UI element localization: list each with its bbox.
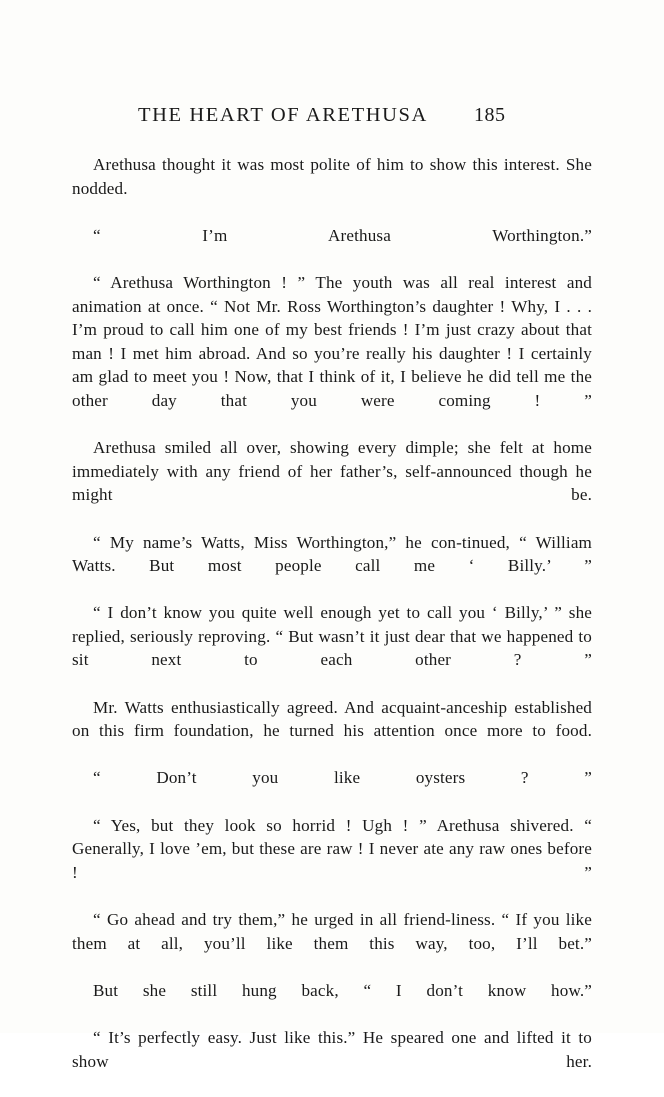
paragraph: “ It’s perfectly easy. Just like this.” He speared one and lifted it to show her.	[72, 1027, 592, 1071]
paragraph: “ I’m Arethusa Worthington.”	[93, 225, 592, 245]
paragraph: “ My name’s Watts, Miss Worthington,” he con-tinued, “ William Watts. But most people call me ‘ Billy.’ ”	[72, 532, 592, 576]
paragraph: Mr. Watts enthusiastically agreed. And acquaint-anceship established on this firm foundation, he turned his attention once more to food.	[72, 697, 592, 741]
paragraph: “ I don’t know you quite well enough yet to call you ‘ Billy,’ ” she replied, seriously reproving. “ But wasn’t it just dear that we happened to sit next to each other ? ”	[72, 603, 592, 670]
paragraph: “ Arethusa Worthington ! ” The youth was all real interest and animation at once. “ Not Mr. Ross Worthington’s daughter ! Why, I . . . I’m proud to call him one of my best friends ! I’m just crazy about that man ! I met him abroad. And so you’re really his daughter ! I certainly am glad to meet you ! Now, that I think of it, I believe he did tell me the other day that you were coming ! ”	[72, 272, 592, 410]
page-number: 185	[473, 104, 506, 126]
body-text	[72, 153, 592, 1097]
paragraph: “ Don’t you like oysters ? ”	[93, 768, 592, 788]
page-content	[72, 104, 592, 1097]
paragraph: But she still hung back, “ I don’t know how.”	[93, 980, 592, 1000]
paragraph: “ Yes, but they look so horrid ! Ugh ! ” Arethusa shivered. “ Generally, I love ’em, but these are raw ! I never ate any raw ones before ! ”	[72, 815, 592, 882]
paragraph: Arethusa thought it was most polite of him to show this interest. She nodded.	[72, 155, 592, 198]
running-title: THE HEART OF ARETHUSA	[138, 104, 428, 126]
page-header	[72, 104, 592, 127]
paragraph: Arethusa smiled all over, showing every dimple; she felt at home immediately with any friend of her father’s, self-announced though he might be.	[72, 438, 592, 505]
paragraph: “ Go ahead and try them,” he urged in all friend-liness. “ If you like them at all, you’ll like them this way, too, I’ll bet.”	[72, 910, 592, 953]
